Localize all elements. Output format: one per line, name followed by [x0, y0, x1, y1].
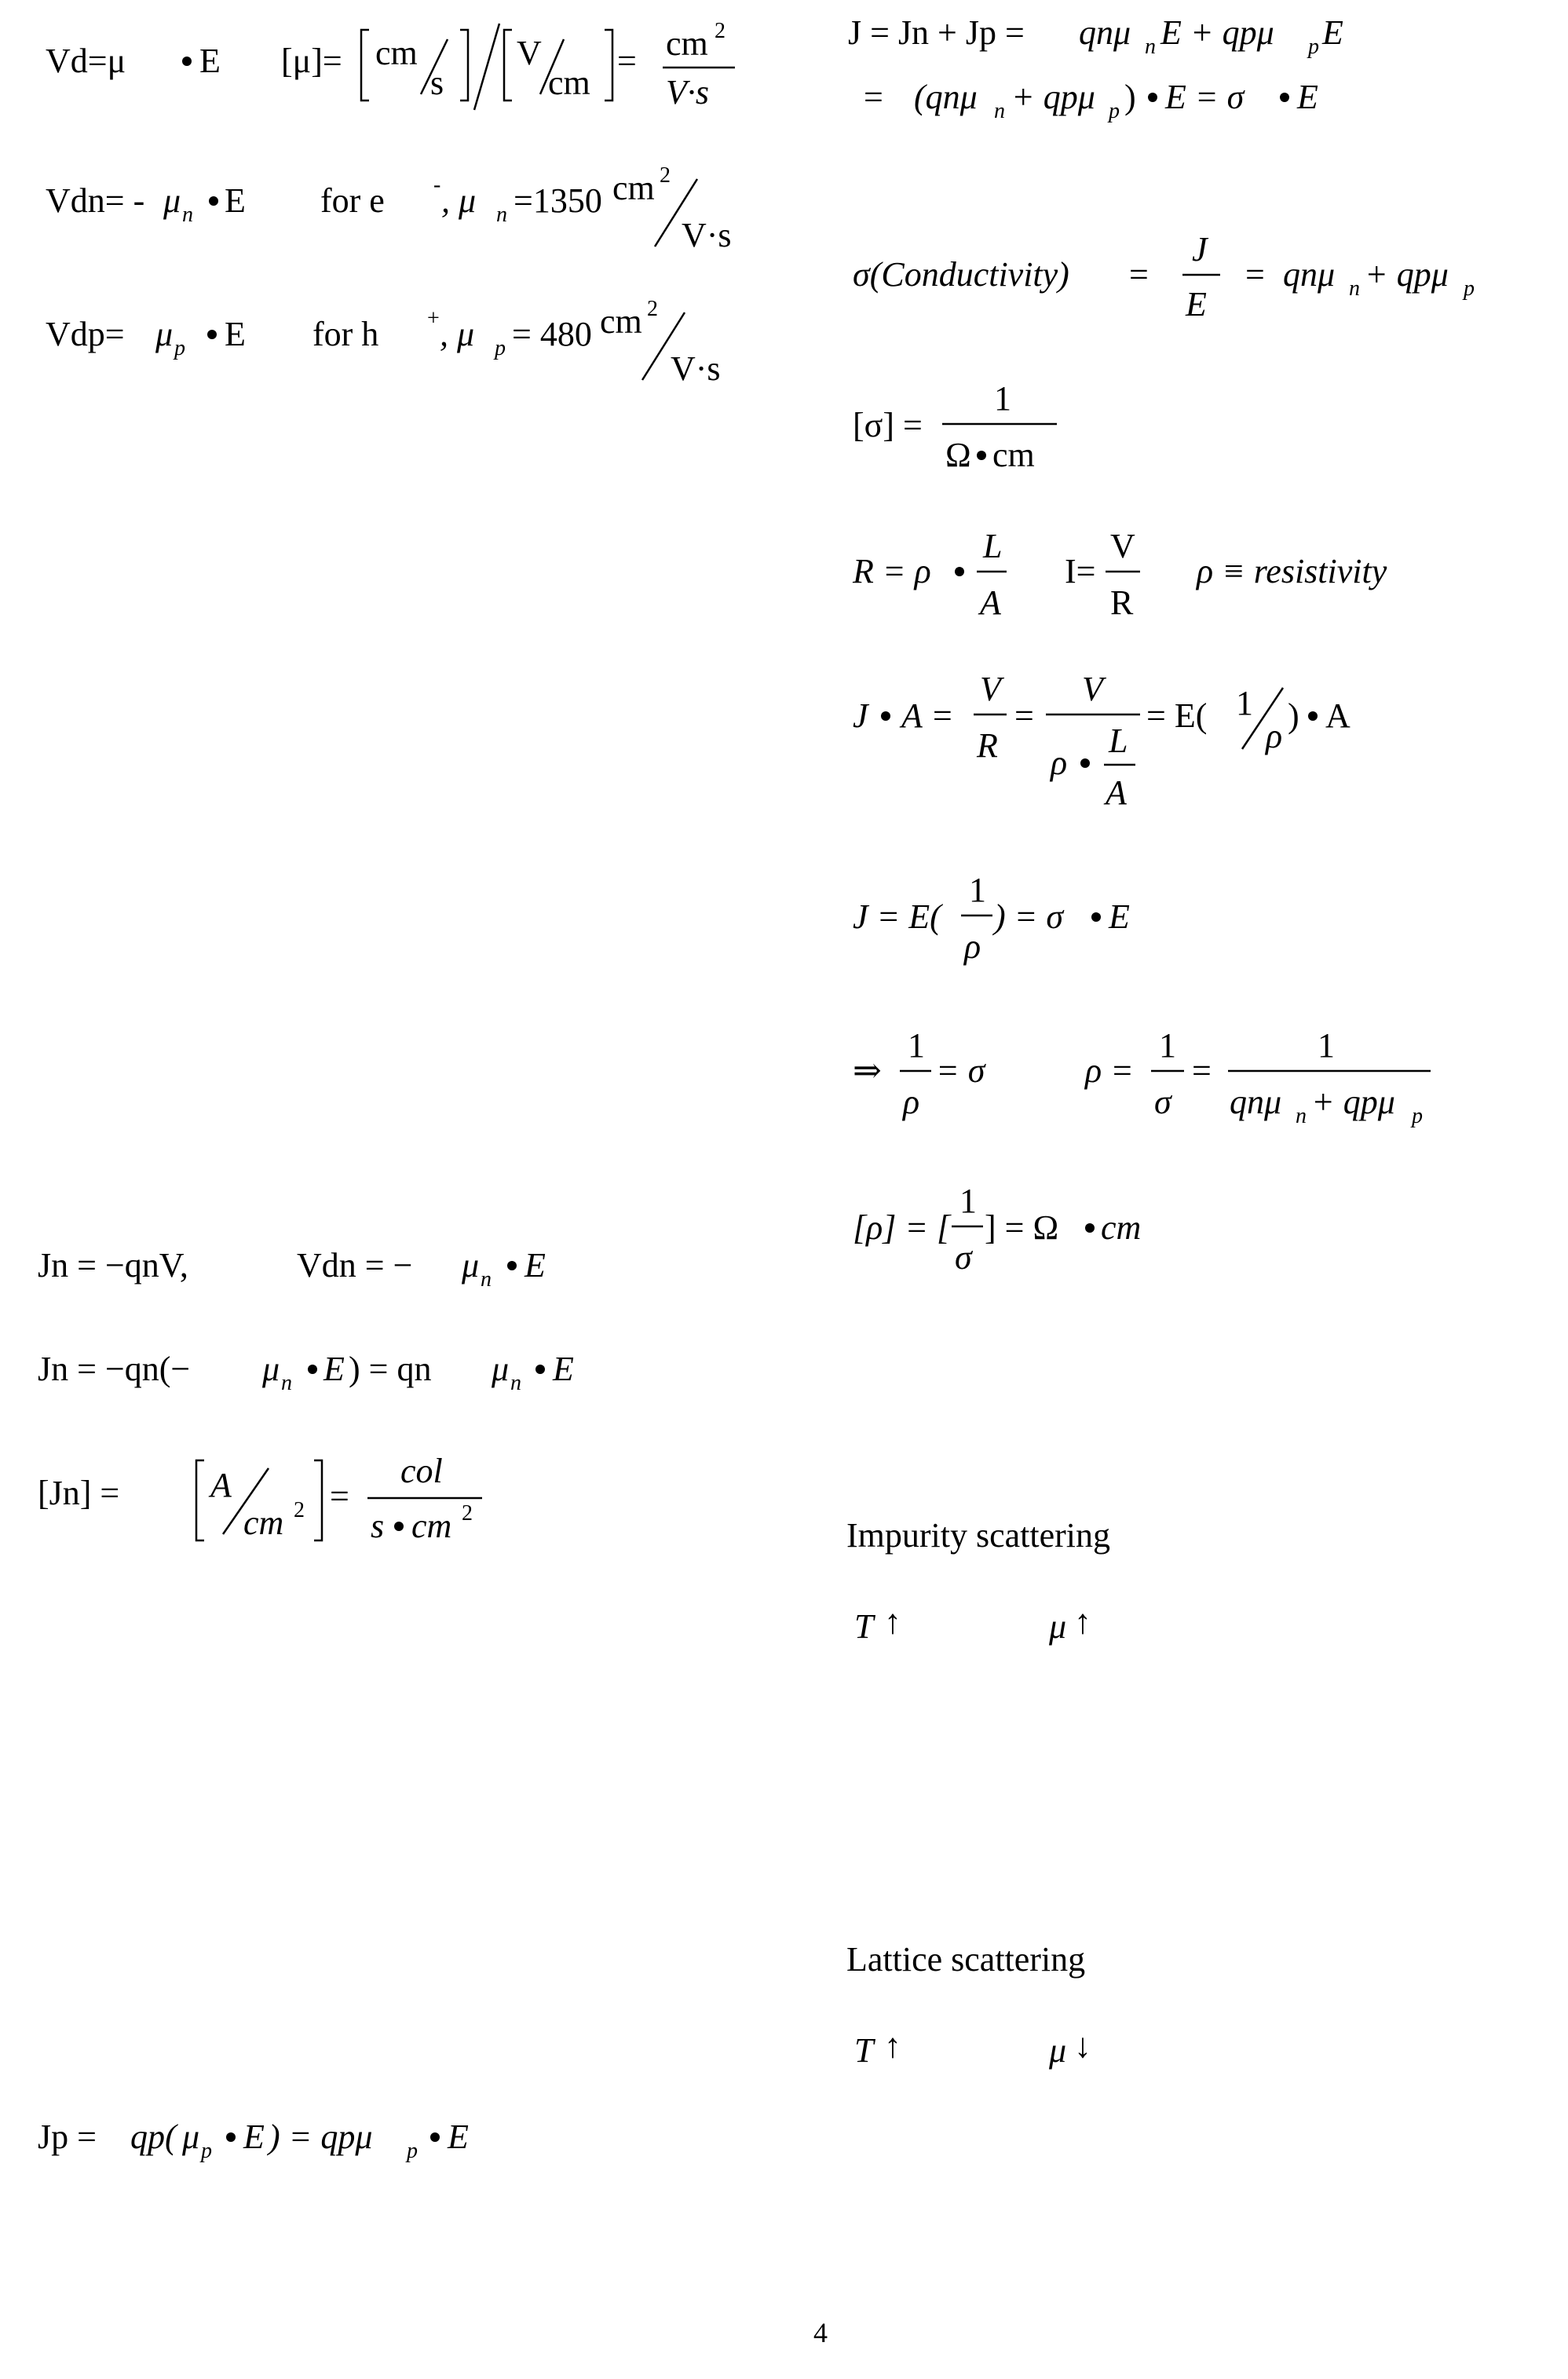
equation-conductivity-unit — [853, 380, 1245, 490]
bracket-right — [605, 30, 612, 100]
eq2-sup: - — [433, 173, 441, 197]
dot-operator — [881, 711, 890, 721]
dot-operator — [1085, 1223, 1095, 1233]
r6-den2: ρ — [1051, 744, 1068, 782]
r7-E: E — [1109, 897, 1130, 936]
eq1-E: E — [199, 42, 221, 80]
eq1-lhs: Vd=μ — [46, 42, 126, 80]
eq7-qp: qp( — [130, 2118, 177, 2156]
equation-electron-drift — [46, 165, 768, 267]
r9-lhs: [ρ] = [ — [853, 1208, 951, 1247]
eq1-cm: cm — [375, 34, 418, 72]
r8-num: 1 — [908, 1026, 925, 1065]
dot-operator — [182, 57, 192, 66]
eq1-num: cm — [666, 24, 708, 63]
equation-hole-drift — [46, 298, 768, 400]
r1-aE: E + qpμ — [1160, 13, 1274, 52]
eq6-den: s — [371, 1507, 385, 1545]
r2-b: + qpμ — [1011, 78, 1095, 116]
equation-current-area — [853, 671, 1559, 835]
r1-lhs: J = Jn + Jp = — [848, 13, 1025, 52]
dot-operator — [1308, 711, 1318, 721]
r3-rhs2: + qpμ — [1365, 255, 1449, 294]
impurity-T-arrow: ↑ — [884, 1602, 901, 1641]
r1-bsub: p — [1308, 35, 1319, 59]
page-number: 4 — [813, 2317, 828, 2348]
eq5-lhs: Jn = −qn(− — [38, 1350, 191, 1388]
eq6-lhs: [Jn] = — [38, 1474, 120, 1512]
r9-num: 1 — [959, 1182, 977, 1220]
dot-operator — [209, 196, 218, 206]
eq3-sup: + — [427, 306, 440, 331]
eq5-mu: μ — [262, 1350, 280, 1388]
eq6-A: A — [210, 1466, 232, 1504]
eq4-E: E — [524, 1246, 546, 1285]
r6-rho: ρ — [1266, 717, 1283, 755]
r7-num: 1 — [969, 871, 986, 909]
r6-num: V — [980, 670, 1001, 708]
r8-num3: 1 — [1318, 1026, 1335, 1065]
r9-den: σ — [955, 1238, 972, 1277]
eq2-lhs: Vdn= - — [46, 181, 145, 220]
r2-E: E = σ — [1165, 78, 1245, 116]
r2-E2: E — [1297, 78, 1318, 116]
r3-den: E — [1186, 285, 1207, 323]
lattice-mu: μ — [1049, 2031, 1067, 2070]
eq7-E2: E — [448, 2118, 469, 2156]
eq2-sub: n — [182, 203, 193, 227]
r2-c: ) — [1124, 78, 1136, 116]
equation-total-current — [848, 5, 1555, 130]
eq7-lhs: Jp = — [38, 2118, 97, 2156]
bracket-left — [361, 30, 369, 100]
r4-den2: cm — [992, 436, 1035, 474]
r8-dsub: n — [1296, 1104, 1307, 1128]
r1-bE: E — [1322, 13, 1343, 52]
r8-num2: 1 — [1159, 1026, 1176, 1065]
eq3-for: for h — [313, 315, 379, 353]
eq3-uden: V·s — [671, 349, 721, 388]
r7-rhs: ) = σ — [994, 897, 1064, 936]
eq4-mu: μ — [462, 1246, 480, 1285]
dot-operator — [430, 2132, 440, 2142]
r6-endA: A — [1325, 696, 1351, 735]
impurity-mu-arrow: ↑ — [1074, 1602, 1091, 1641]
eq4-lhs: Jn = −qnV, — [38, 1246, 188, 1285]
eq2-E: E — [225, 181, 246, 220]
r9-cm: cm — [1101, 1208, 1142, 1247]
r7-lhs: J = E( — [853, 897, 941, 936]
eq1-sup: 2 — [715, 19, 726, 43]
dot-operator — [308, 1365, 317, 1374]
r1-asub: n — [1145, 35, 1156, 59]
r5-lhs: R = ρ — [853, 552, 931, 590]
r5-den: A — [980, 583, 1001, 622]
r8-den3b: + qpμ — [1311, 1083, 1395, 1121]
eq3-sub2: p — [495, 336, 506, 360]
eq3-rest: , μ — [440, 315, 475, 353]
divide-slash — [474, 24, 499, 110]
r5-num: L — [983, 527, 1003, 565]
r4-lhs: [σ] = — [853, 406, 923, 444]
r6-one: 1 — [1236, 684, 1253, 722]
eq3-val: = 480 — [512, 315, 592, 353]
r6-lnum: L — [1109, 722, 1128, 760]
dot-operator — [977, 451, 986, 460]
r6-den: R — [977, 726, 998, 765]
lattice-T-arrow: ↑ — [884, 2026, 901, 2065]
r8-den: ρ — [903, 1083, 920, 1121]
eq5-rest: ) = qn — [349, 1350, 432, 1388]
eq1-equals: = — [617, 42, 637, 80]
eq2-rest: , μ — [441, 181, 477, 220]
dot-operator — [535, 1365, 545, 1374]
r8-rho: ρ = — [1085, 1051, 1134, 1090]
eq3-sub: p — [174, 336, 185, 360]
eq3-lhs: Vdp= — [46, 315, 125, 353]
dot-operator — [226, 2132, 236, 2142]
eq3-unit: cm — [600, 302, 642, 341]
eq2-uden: V·s — [682, 216, 732, 254]
equation-drift-velocity — [46, 16, 752, 126]
eq3-usup: 2 — [647, 297, 658, 321]
r6-lden: A — [1106, 773, 1127, 812]
equation-current-density-unit — [38, 1442, 634, 1559]
eq7-sub: p — [201, 2139, 212, 2163]
bracket-left — [196, 1460, 204, 1540]
eq3-mu: μ — [155, 315, 174, 353]
eq6-cm: cm — [243, 1504, 284, 1542]
dot-operator — [207, 330, 217, 339]
eq2-usup: 2 — [660, 163, 671, 188]
equation-resistivity-unit — [853, 1182, 1245, 1292]
r3-sub: n — [1349, 276, 1360, 301]
r3-eq2: = — [1245, 255, 1265, 294]
lattice-mu-arrow: ↓ — [1074, 2026, 1091, 2065]
eq3-E: E — [225, 315, 246, 353]
eq2-sub2: n — [496, 203, 507, 227]
eq4-sub: n — [481, 1267, 492, 1292]
r1-a: qnμ — [1079, 13, 1131, 52]
r2-eq: = — [864, 78, 883, 116]
dot-operator — [394, 1522, 404, 1531]
equation-electron-current-expanded — [38, 1341, 634, 1412]
equation-resistivity — [853, 1025, 1559, 1151]
equation-hole-current — [38, 2109, 634, 2180]
eq1-den: V·s — [666, 73, 709, 111]
r6-end: ) — [1288, 696, 1299, 735]
r4-den: Ω — [945, 436, 971, 474]
r8-arrow: ⇒ — [853, 1051, 882, 1090]
r6-A: A = — [901, 696, 954, 735]
r3-eq: = — [1129, 255, 1149, 294]
bracket-left — [504, 30, 512, 100]
r6-eq: = — [1014, 696, 1034, 735]
dot-operator — [1148, 93, 1157, 102]
eq7-rest: ) = qpμ — [269, 2118, 373, 2156]
eq2-for: for e — [320, 181, 385, 220]
equation-resistance — [853, 526, 1559, 636]
eq2-unit: cm — [612, 169, 655, 207]
eq5-sub2: n — [510, 1371, 521, 1395]
bracket-right — [314, 1460, 322, 1540]
r9-rhs: ] = Ω — [985, 1208, 1059, 1247]
eq2-mu: μ — [163, 181, 181, 220]
eq5-sub: n — [281, 1371, 292, 1395]
equation-electron-current — [38, 1237, 634, 1308]
r2-asub: n — [994, 99, 1005, 123]
r8-dsub2: p — [1412, 1104, 1423, 1128]
r3-sub2: p — [1464, 276, 1475, 301]
r5-rho: ρ ≡ resistivity — [1197, 552, 1387, 590]
dot-operator — [1080, 758, 1090, 768]
r8-eq2: = — [1192, 1051, 1212, 1090]
bracket-right — [460, 30, 468, 100]
eq7-E: E — [243, 2118, 265, 2156]
impurity-scattering-section — [846, 1507, 1396, 1672]
r8-den3: qnμ — [1230, 1083, 1282, 1121]
r5-Iden: R — [1110, 583, 1134, 622]
dot-operator — [1091, 912, 1101, 922]
r3-rhs: qnμ — [1283, 255, 1336, 294]
eq2-val: =1350 — [514, 181, 602, 220]
equation-current-density — [853, 872, 1245, 981]
lattice-scattering-section — [846, 1931, 1396, 2096]
eq6-dsup: 2 — [462, 1501, 473, 1526]
eq1-s: s — [430, 64, 444, 102]
r3-lhs: σ(Conductivity) — [853, 255, 1069, 294]
dot-operator — [1280, 93, 1289, 102]
eq5-mu2: μ — [492, 1350, 510, 1388]
impurity-title: Impurity scattering — [846, 1516, 1111, 1555]
eq4-mid: Vdn = − — [297, 1246, 413, 1285]
eq1-V: V — [517, 34, 542, 72]
r3-num: J — [1192, 230, 1208, 269]
r7-den: ρ — [964, 927, 981, 966]
r6-lhs: J — [853, 696, 868, 735]
dot-operator — [955, 567, 964, 576]
r8-eq: = σ — [936, 1051, 985, 1090]
eq6-sup: 2 — [294, 1498, 305, 1522]
r5-I: I= — [1065, 552, 1096, 590]
equation-conductivity — [853, 228, 1559, 345]
r2-a: (qnμ — [914, 78, 978, 116]
eq6-eq: = — [330, 1477, 349, 1515]
dot-operator — [507, 1261, 517, 1270]
eq6-num: col — [400, 1452, 443, 1490]
impurity-mu: μ — [1049, 1607, 1067, 1646]
impurity-T: T — [854, 1607, 874, 1646]
r6-eq2: = E( — [1146, 696, 1208, 735]
eq5-E: E — [323, 1350, 345, 1388]
r6-num2: V — [1082, 670, 1103, 708]
eq1-cm2: cm — [548, 64, 590, 102]
r2-bsub: p — [1109, 99, 1120, 123]
eq7-mu: μ — [182, 2118, 200, 2156]
r8-den2: σ — [1154, 1083, 1171, 1121]
r4-num: 1 — [994, 379, 1011, 418]
lattice-title: Lattice scattering — [846, 1940, 1086, 1979]
r5-Inum: V — [1110, 527, 1135, 565]
lattice-T: T — [854, 2031, 874, 2070]
eq7-sub2: p — [407, 2139, 418, 2163]
eq5-E2: E — [553, 1350, 574, 1388]
eq6-den2: cm — [411, 1507, 452, 1545]
eq1-unit-lhs: [μ]= — [281, 42, 342, 80]
